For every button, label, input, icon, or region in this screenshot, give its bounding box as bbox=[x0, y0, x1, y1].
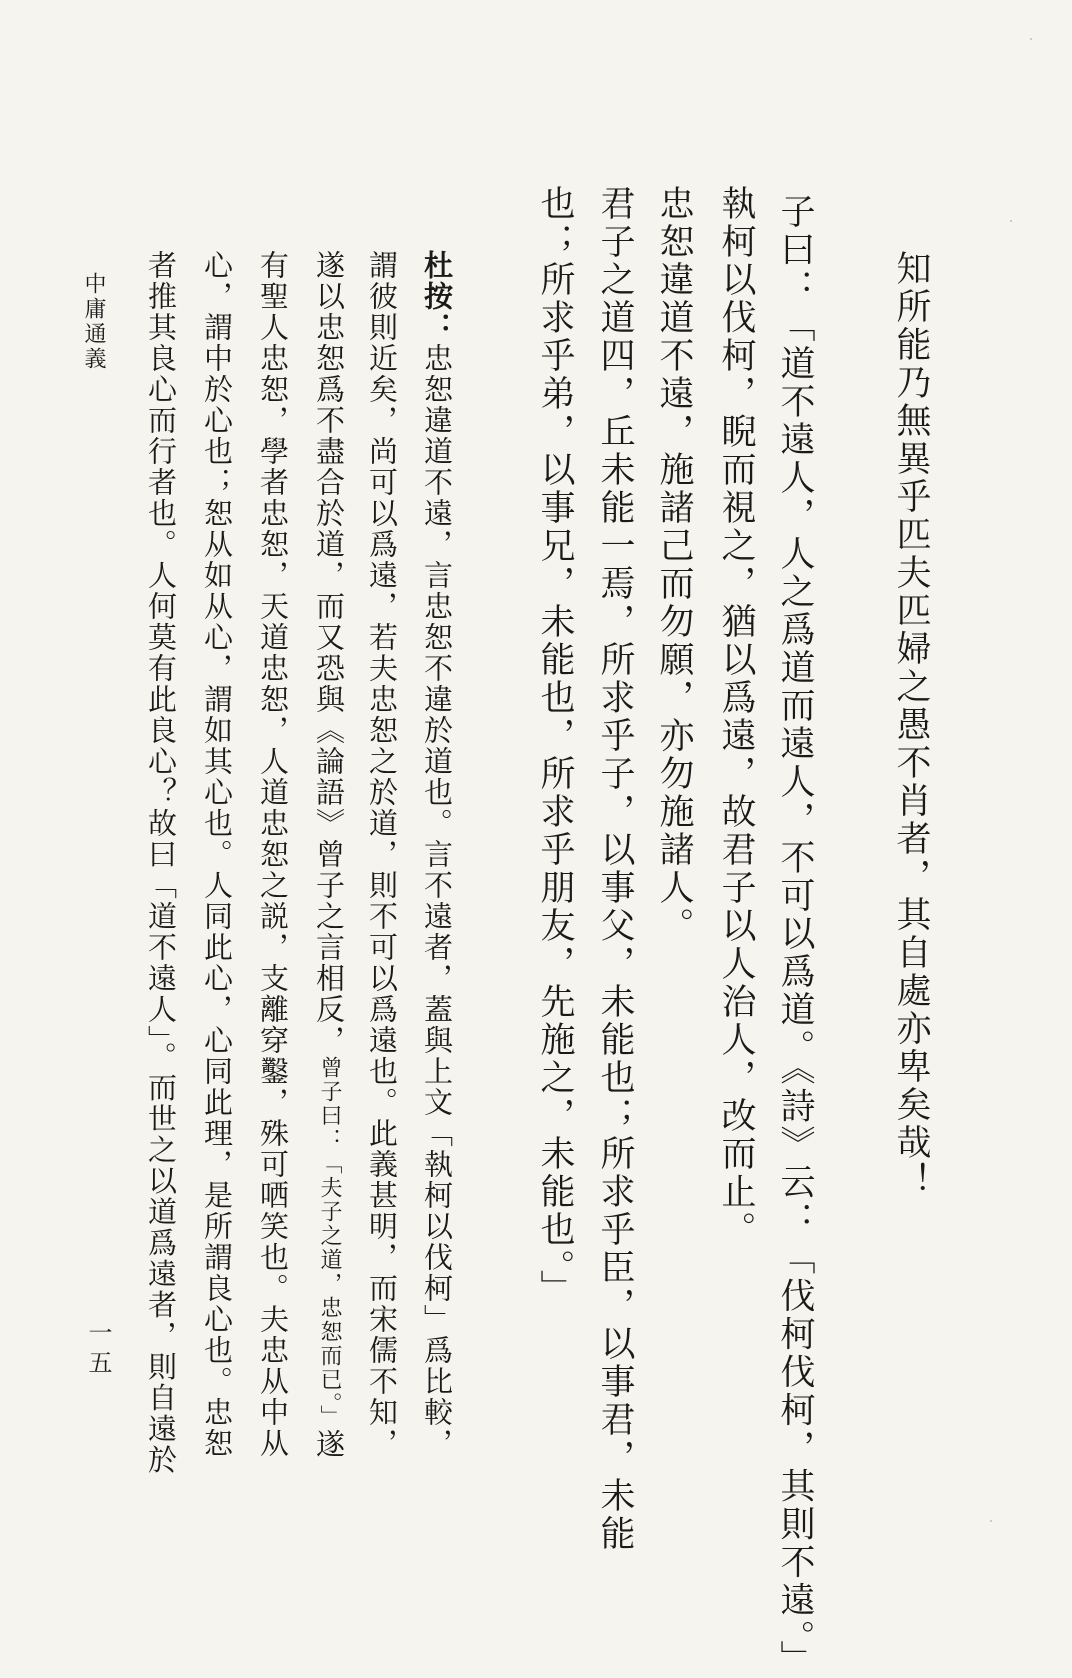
commentary-text: 遂以忠恕爲不盡合於道，而又恐與《論語》曾子之言相反， bbox=[312, 250, 346, 1056]
main-text-column-3: 執柯以伐柯，睨而視之，猶以爲遠，故君子以人治人，改而止。 bbox=[716, 185, 756, 1249]
commentary-column-5: 心，謂中於心也；恕从如从心，謂如其心也。人同此心，心同此理，是所謂良心也。忠恕 bbox=[200, 250, 234, 1459]
commentary-column-6: 者推其良心而行者也。人何莫有此良心？故曰「道不遠人」。而世之以道爲遠者，則自遠於 bbox=[144, 250, 178, 1476]
main-text-column-4: 忠恕違道不遠，施諸己而勿願，亦勿施諸人。 bbox=[654, 185, 694, 945]
main-text-column-2: 子曰：「道不遠人，人之爲道而遠人，不可以爲道。《詩》云：「伐柯伐柯，其則不遠。」 bbox=[775, 193, 815, 1678]
commentary-column-2: 謂彼則近矣，尚可以爲遠，若夫忠恕之於道，則不可以爲遠也。此義甚明，而宋儒不知， bbox=[365, 250, 399, 1459]
commentary-column-4: 有聖人忠恕，學者忠恕，天道忠恕，人道忠恕之説，支離穿鑿，殊可哂笑也。夫忠从中从 bbox=[256, 250, 290, 1459]
scan-speck bbox=[1010, 220, 1012, 222]
book-title: 中庸通義 bbox=[81, 272, 106, 372]
main-text-column-5: 君子之道四，丘未能一焉，所求乎子，以事父，未能也；所求乎臣，以事君，未能 bbox=[595, 185, 635, 1553]
commentary-inline-note: 曾子曰：「夫子之道，忠恕而已。」 bbox=[317, 1056, 342, 1429]
main-text-column-1: 知所能乃無異乎匹夫匹婦之愚不肖者，其自處亦卑矣哉！ bbox=[891, 250, 931, 1200]
scan-speck bbox=[1030, 38, 1032, 40]
commentary-text: 忠恕違道不遠，言忠恕不違於道也。言不遠者，蓋與上文「執柯以伐柯」爲比較， bbox=[420, 343, 454, 1459]
commentary-column-1 bbox=[420, 250, 454, 1459]
main-text-column-6: 也；所求乎弟，以事兄，未能也，所求乎朋友，先施之，未能也。」 bbox=[535, 185, 575, 1308]
commentary-column-3 bbox=[312, 250, 346, 1460]
scan-speck bbox=[990, 1520, 992, 1522]
commentary-text: 遂 bbox=[312, 1429, 346, 1460]
commentary-label: 杜按： bbox=[420, 250, 454, 343]
page-number: 一五 bbox=[84, 1320, 112, 1380]
